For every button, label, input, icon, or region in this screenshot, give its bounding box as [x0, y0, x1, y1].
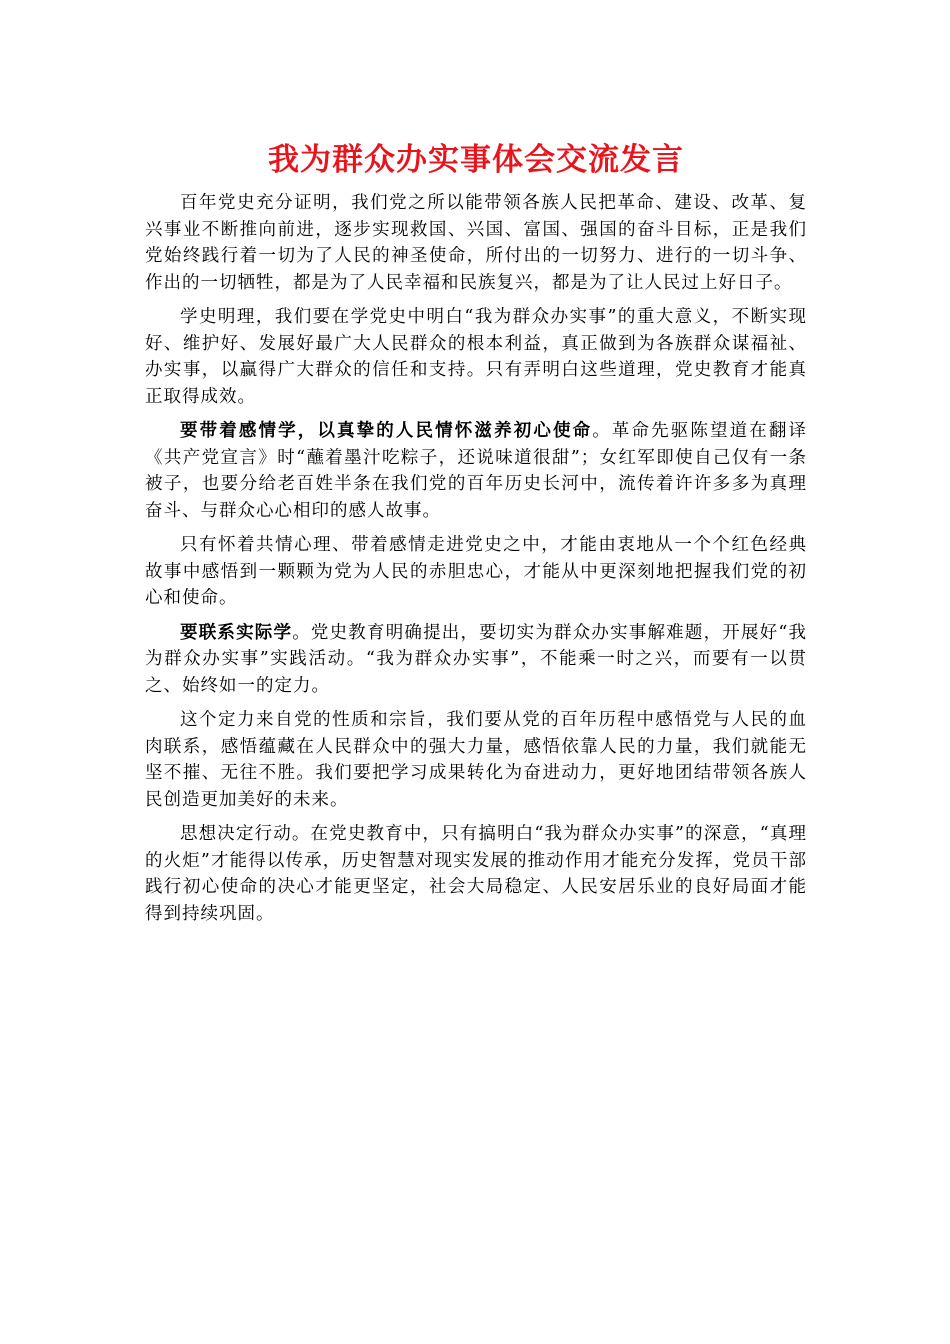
- paragraph-lead: 要带着感情学，以真挚的人民情怀滋养初心使命: [180, 421, 593, 441]
- paragraph-7: [145, 821, 807, 927]
- paragraph-1: [145, 190, 807, 296]
- document-title: 我为群众办实事体会交流发言: [268, 142, 684, 178]
- paragraph-text: 百年党史充分证明，我们党之所以能带领各族人民把革命、建设、改革、复兴事业不断推向前进，逐步实现救国、兴国、富国、强国的奋斗目标，正是我们党始终践行着一切为了人民的神圣使命，所付出的一切努力、进行的一切斗争、作出的一切牺牲，都是为了人民幸福和民族复兴，都是为了让人民过上好日子。: [145, 193, 807, 293]
- paragraph-text: 学史明理，我们要在学党史中明白“我为群众办实事”的重大意义，不断实现好、维护好、发展好最广大人民群众的根本利益，真正做到为各族群众谋福祉、办实事，以赢得广大群众的信任和支持。只有弄明白这些道理，党史教育才能真正取得成效。: [145, 307, 807, 407]
- paragraph-6: [145, 707, 807, 813]
- paragraph-4: [145, 532, 807, 612]
- paragraph-5: [145, 620, 807, 700]
- paragraph-text: 。党史教育明确提出，要切实为群众办实事解难题，开展好“我为群众办实事”实践活动。“我为群众办实事”，不能乘一时之兴，而要有一以贯之、始终如一的定力。: [145, 622, 808, 696]
- paragraph-text: 这个定力来自党的性质和宗旨，我们要从党的百年历程中感悟党与人民的血肉联系，感悟蕴藏在人民群众中的强大力量，感悟依靠人民的力量，我们就能无坚不摧、无往不胜。我们要把学习成果转化为奋进动力，更好地团结带领各族人民创造更加美好的未来。: [145, 710, 807, 810]
- paragraph-lead: 要联系实际学: [180, 622, 293, 643]
- document-body: [145, 190, 807, 935]
- paragraph-text: 。革命先驱陈望道在翻译《共产党宣言》时“蘸着墨汁吃粽子，还说味道很甜”；女红军即使自己仅有一条被子，也要分给老百姓半条在我们党的百年历史长河中，流传着许许多多为真理奋斗、与群众心心相印的感人故事。: [145, 421, 808, 521]
- paragraph-2: [145, 304, 807, 410]
- paragraph-text: 思想决定行动。在党史教育中，只有搞明白“我为群众办实事”的深意，“真理的火炬”才能得以传承，历史智慧对现实发展的推动作用才能充分发挥，党员干部践行初心使命的决心才能更坚定，社会大局稳定、人民安居乐业的良好局面才能得到持续巩固。: [145, 824, 807, 924]
- paragraph-text: 只有怀着共情心理、带着感情走进党史之中，才能由衷地从一个个红色经典故事中感悟到一颗颗为党为人民的赤胆忠心，才能从中更深刻地把握我们党的初心和使命。: [145, 535, 807, 608]
- paragraph-3: [145, 418, 807, 524]
